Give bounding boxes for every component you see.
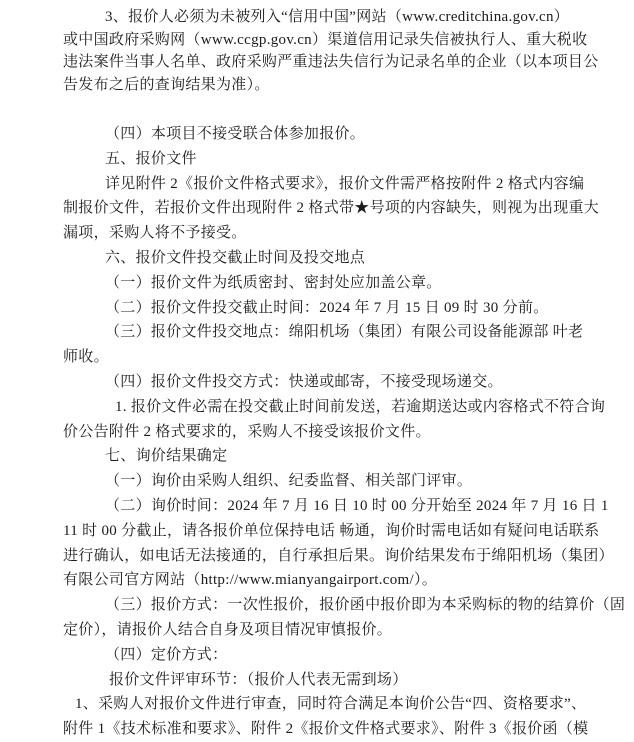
doc-line: 师收。 — [63, 349, 109, 366]
doc-line: 漏项，采购人将不予接受。 — [63, 225, 247, 242]
doc-line: （四）报价文件投交方式：快递或邮寄，不接受现场递交。 — [105, 373, 503, 390]
doc-line: 五、报价文件 — [105, 150, 197, 167]
doc-line: （二）询价时间：2024 年 7 月 16 日 10 时 00 分开始至 2024 年 7 月 16 日 1 — [105, 497, 609, 514]
doc-line: 七、询价结果确定 — [105, 448, 228, 465]
doc-line: 1、采购人对报价文件进行审查，同时符合满足本询价公告“四、资格要求”、 — [75, 696, 587, 713]
doc-line: 进行确认，如电话无法接通的，自行承担后果。询价结果发布于绵阳机场（集团） — [63, 547, 614, 564]
doc-line: （二）报价文件投交截止时间：2024 年 7 月 15 日 09 时 30 分前。 — [105, 299, 549, 316]
doc-line: 价公告附件 2 格式要求的，采购人不接受该报价文件。 — [63, 423, 431, 440]
doc-line: 制报价文件，若报价文件出现附件 2 格式带★号项的内容缺失，则视为出现重大 — [63, 200, 600, 217]
doc-line: （四）定价方式： — [105, 646, 228, 663]
doc-line: （一）询价由采购人组织、纪委监督、相关部门评审。 — [105, 473, 473, 490]
doc-line: 详见附件 2《报价文件格式要求》，报价文件需严格按附件 2 格式内容编 — [105, 175, 585, 192]
doc-line: 告发布之后的查询结果为准）。 — [63, 76, 270, 93]
doc-line: 有限公司官方网站（http://www.mianyangairport.com/）。 — [63, 572, 438, 589]
doc-line: 违法案件当事人名单、政府采购严重违法失信行为记录名单的企业（以本项目公 — [63, 54, 599, 70]
doc-line: 定价），请报价人结合自身及项目情况审慎报价。 — [63, 621, 393, 638]
doc-line: （一）报价文件为纸质密封、密封处应加盖公章。 — [105, 274, 442, 291]
doc-line: （三）报价文件投交地点：绵阳机场（集团）有限公司设备能源部 叶老 — [105, 324, 584, 341]
doc-line: 11 时 00 分截止，请各报价单位保持电话 畅通，询价时需电话如有疑问电话联系 — [63, 522, 600, 539]
doc-line: （三）报价方式：一次性报价，报价函中报价即为本采购标的物的结算价（固 — [105, 597, 626, 614]
doc-line: （四）本项目不接受联合体参加报价。 — [105, 126, 366, 142]
doc-line: 1. 报价文件必需在投交截止时间前发送，若逾期送达或内容格式不符合询 — [115, 398, 606, 415]
doc-line: 六、报价文件投交截止时间及投交地点 — [105, 249, 366, 266]
doc-line: 或中国政府采购网（www.ccgp.gov.cn）渠道信用记录失信被执行人、重大税收 — [63, 31, 588, 48]
paragraph-gap — [63, 96, 574, 122]
doc-line: 报价文件评审环节：（报价人代表无需到场） — [109, 671, 408, 688]
doc-line: 附件 1《技术标准和要求》、附件 2《报价文件格式要求》、附件 3《报价函（模 — [63, 721, 589, 738]
doc-line: 3、报价人必须为未被列入“信用中国”网站（www.creditchina.gov.cn） — [105, 9, 570, 25]
